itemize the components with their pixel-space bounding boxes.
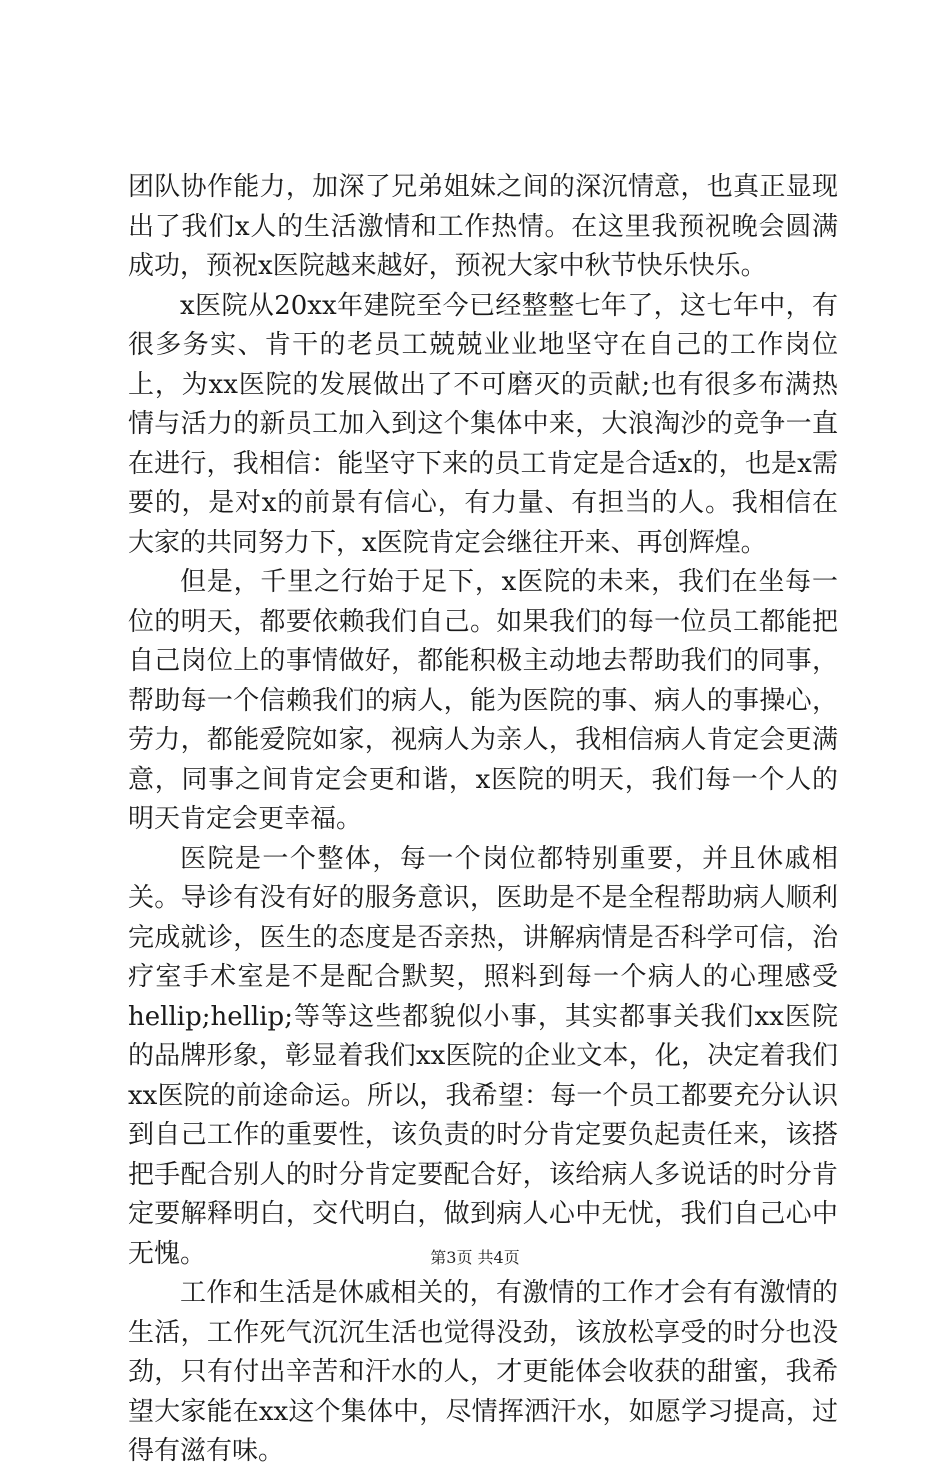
paragraph-continuation: 团队协作能力，加深了兄弟姐妹之间的深沉情意，也真正显现出了我们x人的生活激情和工作热情。在这里我预祝晚会圆满成功，预祝x医院越来越好，预祝大家中秋节快乐快乐。 [128,172,838,281]
paragraph-hospital-history: x医院从20xx年建院至今已经整整七年了，这七年中，有很多务实、肯干的老员工兢兢业业地坚守在自己的工作岗位上，为xx医院的发展做出了不可磨灭的贡献;也有很多布满热情与活力的新员工加入到这个集体中来，大浪淘沙的竞争一直在进行，我相信：能坚守下来的员工肯定是合适x的，也是x需要的，是对x的前景有信心，有力量、有担当的人。我相信在大家的共同努力下，x医院肯定会继往开来、再创辉煌。 [128,290,838,558]
paragraph-teamwork: 医院是一个整体，每一个岗位都特别重要，并且休戚相关。导诊有没有好的服务意识，医助是不是全程帮助病人顺利完成就诊，医生的态度是否亲热，讲解病情是否科学可信，治疗室手术室是不是配合默契，照料到每一个病人的心理感受hellip;hellip;等等这些都貌似小事，其实都事关我们xx医院的品牌形象，彰显着我们xx医院的企业文本，化，决定着我们xx医院的前途命运。所以，我希望：每一个员工都要充分认识到自己工作的重要性，该负责的时分肯定要负起责任来，该搭把手配合别人的时分肯定要配合好，该给病人多说话的时分肯定要解释明白，交代明白，做到病人心中无忧，我们自己心中无愧。 [128,843,838,1269]
paragraph-future: 但是，千里之行始于足下，x医院的未来，我们在坐每一位的明天，都要依赖我们自己。如果我们的每一位员工都能把自己岗位上的事情做好，都能积极主动地去帮助我们的同事，帮助每一个信赖我们的病人，能为医院的事、病人的事操心，劳力，都能爱院如家，视病人为亲人，我相信病人肯定会更满意，同事之间肯定会更和谐，x医院的明天，我们每一个人的明天肯定会更幸福。 [128,567,838,834]
document-body [128,168,838,1472]
page-number-footer: 第3页 共4页 [430,1248,520,1267]
paragraph-work-life: 工作和生活是休戚相关的，有激情的工作才会有有激情的生活，工作死气沉沉生活也觉得没劲，该放松享受的时分也没劲，只有付出辛苦和汗水的人，才更能体会收获的甜蜜，我希望大家能在xx这个集体中，尽情挥洒汗水，如愿学习提高，过得有滋有味。 [128,1278,838,1466]
